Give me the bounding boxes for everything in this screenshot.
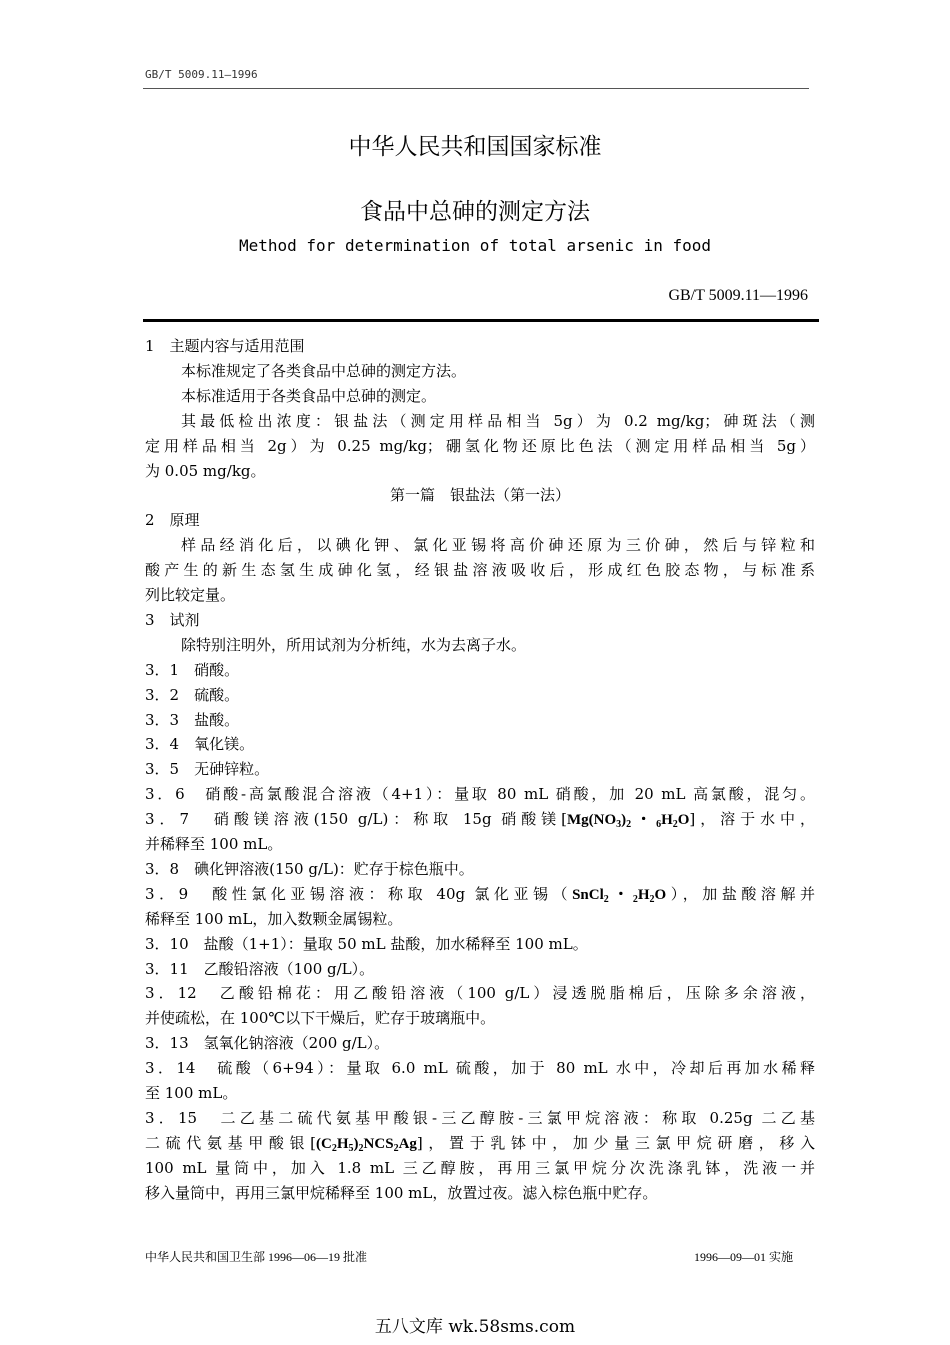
- text-line: 3．5 无砷锌粒。: [145, 760, 270, 779]
- text-line: 本标准规定了各类食品中总砷的测定方法。: [181, 361, 467, 380]
- chemical-formula: $(C_2H_5)_2NCS_2Ag$: [316, 1135, 417, 1154]
- text-line: 3．6 硝酸-高氯酸混合溶液（4+1）：量取 80 mL 硝酸，加 20 mL 高氯酸，混匀。: [145, 785, 815, 804]
- effective-date: 1996—09—01 实施: [693, 1250, 793, 1264]
- text-line: 100 mL 量筒中，加入 1.8 mL 三乙醇胺，再用三氯甲烷分次洗涤乳钵，洗液一并: [145, 1158, 815, 1177]
- text-line: 3．14 硫酸（6+94）：量取 6.0 mL 硫酸，加于 80 mL 水中，冷却后再加水稀释: [145, 1059, 815, 1078]
- text-line: 3．12 乙酸铅棉花：用乙酸铅溶液（100 g/L）浸透脱脂棉后，压除多余溶液，: [145, 984, 815, 1003]
- text-segment: ），加盐酸溶解并: [666, 884, 815, 903]
- text-line: 本标准适用于各类食品中总砷的测定。: [181, 386, 437, 405]
- text-line: 3．4 氧化镁。: [145, 735, 255, 754]
- text-line: 3．3 盐酸。: [145, 710, 240, 729]
- text-line: 至 100 mL。: [145, 1084, 238, 1102]
- text-line: 移入量筒中，再用三氯甲烷稀释至 100 mL，放置过夜。滤入棕色瓶中贮存。: [145, 1183, 658, 1202]
- text-line: 3．10 盐酸（1+1）：量取 50 mL 盐酸，加水稀释至 100 mL。: [145, 934, 588, 953]
- text-line: 列比较定量。: [145, 586, 236, 604]
- site-watermark: 五八文库 wk.58sms.com: [374, 1317, 576, 1337]
- text-line: 3．11 乙酸铅溶液（100 g/L）。: [145, 959, 375, 978]
- header-rule: [143, 88, 809, 89]
- text-line: 3 试剂: [145, 610, 200, 629]
- text-line: 样品经消化后，以碘化钾、氯化亚锡将高价砷还原为三价砷，然后与锌粒和: [181, 536, 815, 555]
- text-line: 并稀释至 100 mL。: [145, 835, 283, 853]
- national-standard-title: 中华人民共和国国家标准: [348, 134, 602, 160]
- text-line: 1 主题内容与适用范围: [145, 337, 305, 355]
- text-segment: 3．9 酸性氯化亚锡溶液：称取 40g 氯化亚锡（: [145, 884, 573, 903]
- chemical-formula: $Mg(NO_3)_2$・$_6H_2O$: [566, 812, 690, 831]
- document-title: 食品中总砷的测定方法: [360, 199, 590, 225]
- section-heading: 第一篇 银盐法（第一法）: [389, 486, 570, 505]
- text-line: [145, 1132, 815, 1155]
- text-segment: ]，置于乳钵中，加少量三氯甲烷研磨，移入: [416, 1133, 815, 1152]
- text-line: 3．2 硫酸。: [145, 685, 240, 704]
- text-line: 3．8 碘化钾溶液(150 g/L)：贮存于棕色瓶中。: [145, 859, 474, 878]
- approval-note: 中华人民共和国卫生部 1996—06—19 批准: [145, 1250, 368, 1264]
- text-segment: 3．7 硝酸镁溶液(150 g/L)：称取 15g 硝酸镁[: [145, 810, 567, 829]
- text-line: 定用样品相当 2g）为 0.25 mg/kg；硼氢化物还原比色法（测定用样品相当 5g）: [145, 436, 815, 455]
- text-line: 稀释至 100 mL，加入数颗金属锡粒。: [145, 909, 403, 928]
- text-line: 3．15 二乙基二硫代氨基甲酸银-三乙醇胺-三氯甲烷溶液：称取 0.25g 二乙基: [145, 1108, 815, 1127]
- text-line: 并使疏松，在 100℃以下干燥后，贮存于玻璃瓶中。: [145, 1009, 496, 1028]
- text-line: 为 0.05 mg/kg。: [145, 461, 266, 480]
- text-line: 除特别注明外，所用试剂为分析纯，水为去离子水。: [181, 635, 527, 654]
- title-rule: [143, 319, 819, 322]
- text-segment: 二硫代氨基甲酸银[: [145, 1133, 317, 1152]
- text-line: [145, 808, 815, 831]
- text-line: 其最低检出浓度：银盐法（测定用样品相当 5g）为 0.2 mg/kg；砷斑法（测: [181, 411, 815, 430]
- running-header: GB/T 5009.11—1996: [145, 68, 258, 81]
- text-line: 2 原理: [145, 511, 200, 530]
- text-line: [145, 883, 815, 906]
- text-line: 酸产生的新生态氢生成砷化氢，经银盐溶液吸收后，形成红色胶态物，与标准系: [145, 561, 815, 580]
- text-segment: ]，溶于水中，: [689, 810, 815, 829]
- standard-number: GB/T 5009.11—1996: [668, 287, 808, 304]
- text-line: 3．1 硝酸。: [145, 660, 240, 679]
- chemical-formula: SnCl$_2$・$_2H_2O$: [572, 886, 667, 905]
- document-title-english: Method for determination of total arsenic in food: [238, 236, 711, 255]
- text-line: 3．13 氢氧化钠溶液（200 g/L）。: [145, 1034, 390, 1053]
